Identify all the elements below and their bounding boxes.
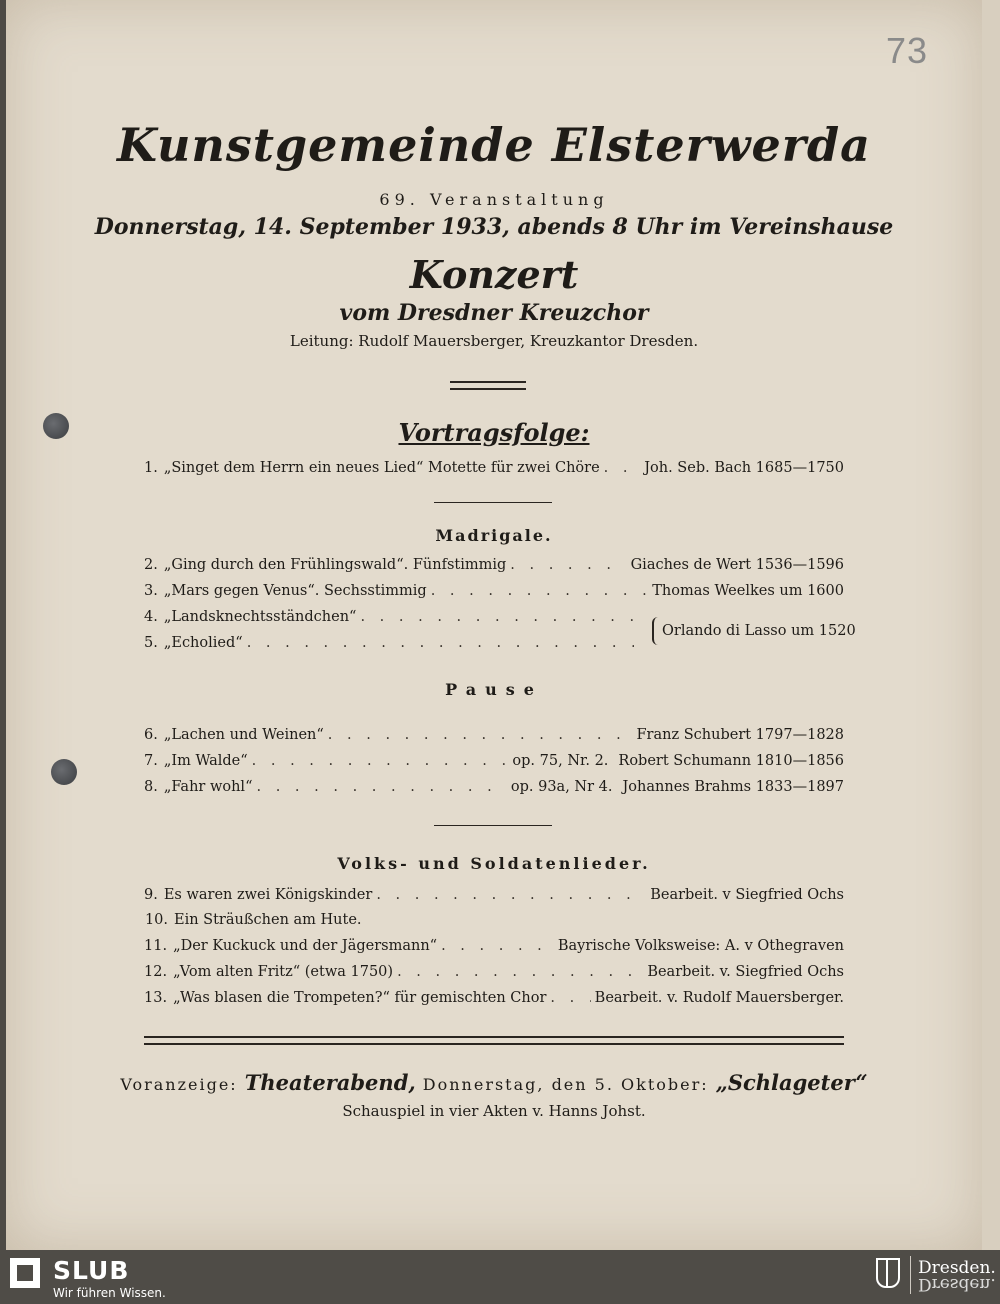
slub-logo-icon[interactable]	[10, 1258, 40, 1288]
program-item-2: 2. „Ging durch den Frühlingswald“. Fünfstimmig . . . Giaches de Wert 1536—1596	[144, 557, 844, 573]
viewer-footer	[0, 1250, 1000, 1304]
ornamental-divider	[450, 381, 526, 390]
footer-divider	[910, 1256, 911, 1294]
preview-play: „Schlageter“	[715, 1070, 868, 1095]
dresden-logo[interactable]: Dresden.	[918, 1258, 996, 1278]
program-item-5: 5. „Echolied“ . . .	[144, 635, 638, 651]
concert-heading: Konzert	[409, 252, 579, 297]
direction-line: Leitung: Rudolf Mauersberger, Kreuzkantor Dresden.	[289, 332, 699, 350]
program-item-9: 9. Es waren zwei Königskinder . . . Bearbeit. v Siegfried Ochs	[144, 887, 844, 903]
event-number: 69. Veranstaltung	[379, 190, 609, 209]
program-item-10: 10. Ein Sträußchen am Hute.	[144, 912, 362, 928]
preview-subtitle: Schauspiel in vier Akten v. Hanns Johst.	[342, 1102, 646, 1120]
preview-line	[6, 1070, 982, 1095]
preview-event: Theaterabend,	[244, 1070, 416, 1095]
preview-date: Donnerstag, den 5. Oktober:	[422, 1075, 709, 1094]
program-item-3: 3. „Mars gegen Venus“. Sechsstimmig . . . Thomas Weelkes um 1600	[144, 583, 844, 599]
program-item-4: 4. „Landsknechtsständchen“ . . .	[144, 609, 638, 625]
bottom-double-rule	[144, 1036, 844, 1045]
program-item-8: 8. „Fahr wohl“ . . . op. 93a, Nr 4. Johannes Brahms 1833—1897	[144, 779, 844, 795]
punch-hole	[51, 759, 77, 785]
date-line: Donnerstag, 14. September 1933, abends 8 Uhr im Vereinshause	[94, 214, 894, 240]
dresden-logo-reflection: Dresden.	[918, 1274, 996, 1294]
archive-number: 73	[886, 30, 929, 71]
divider-short	[434, 825, 552, 826]
program-item-11: 11. „Der Kuckuck und der Jägersmann“ . . . Bayrische Volksweise: A. v Othegraven	[144, 938, 844, 954]
program-heading: Vortragsfolge:	[398, 418, 590, 447]
program-item-6: 6. „Lachen und Weinen“ . . . Franz Schubert 1797—1828	[144, 727, 844, 743]
preview-label: Voranzeige:	[120, 1075, 238, 1094]
choir-name: vom Dresdner Kreuzchor	[339, 300, 649, 326]
program-sheet	[6, 0, 982, 1250]
program-item-1: 1. „Singet dem Herrn ein neues Lied“ Motette für zwei Chöre . . . Joh. Seb. Bach 1685—1750	[144, 460, 844, 476]
program-item-12: 12. „Vom alten Fritz“ (etwa 1750) . . . Bearbeit. v. Siegfried Ochs	[144, 964, 844, 980]
slub-brand[interactable]: SLUB	[53, 1256, 130, 1285]
divider-short	[434, 502, 552, 503]
slub-tagline: Wir führen Wissen.	[53, 1286, 166, 1300]
program-item-7: 7. „Im Walde“ . . . op. 75, Nr. 2. Robert Schumann 1810—1856	[144, 753, 844, 769]
madrigals-heading: Madrigale.	[435, 526, 553, 545]
dresden-crest-icon	[876, 1258, 900, 1288]
page-edge	[982, 0, 1000, 1250]
society-title: Kunstgemeinde Elsterwerda	[117, 118, 871, 172]
pause-heading: Pause	[445, 680, 543, 699]
folk-heading: Volks- und Soldatenlieder.	[337, 854, 651, 873]
punch-hole	[43, 413, 69, 439]
lasso-composer: Orlando di Lasso um 1520	[652, 617, 856, 645]
program-item-13: 13. „Was blasen die Trompeten?“ für gemischten Chor . . . Bearbeit. v. Rudolf Mauersberger.	[144, 990, 844, 1006]
